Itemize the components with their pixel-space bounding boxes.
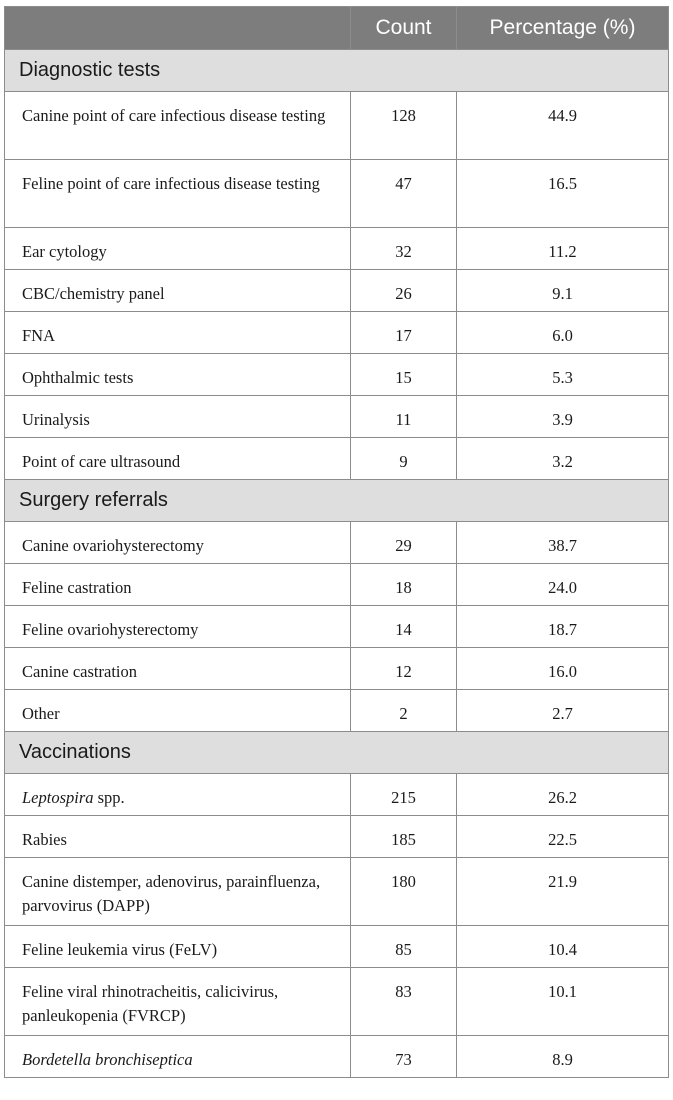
table-row bbox=[5, 774, 669, 816]
row-label: Feline ovariohysterectomy bbox=[5, 606, 351, 648]
row-count: 128 bbox=[351, 92, 457, 160]
table-row bbox=[5, 160, 669, 228]
row-label: Canine castration bbox=[5, 648, 351, 690]
row-count: 73 bbox=[351, 1036, 457, 1078]
row-count: 83 bbox=[351, 968, 457, 1036]
row-label: Point of care ultrasound bbox=[5, 438, 351, 480]
row-label: Ophthalmic tests bbox=[5, 354, 351, 396]
section-diagnostic-tests bbox=[5, 50, 669, 92]
row-count: 215 bbox=[351, 774, 457, 816]
row-percentage: 2.7 bbox=[457, 690, 669, 732]
table-row bbox=[5, 228, 669, 270]
table-row bbox=[5, 354, 669, 396]
header-percentage: Percentage (%) bbox=[457, 7, 669, 50]
row-percentage: 6.0 bbox=[457, 312, 669, 354]
row-percentage: 10.4 bbox=[457, 926, 669, 968]
table-row bbox=[5, 312, 669, 354]
section-vaccinations bbox=[5, 732, 669, 774]
row-count: 26 bbox=[351, 270, 457, 312]
section-surgery-referrals bbox=[5, 480, 669, 522]
row-percentage: 3.2 bbox=[457, 438, 669, 480]
row-count: 180 bbox=[351, 858, 457, 926]
row-percentage: 38.7 bbox=[457, 522, 669, 564]
header-blank-cell bbox=[5, 7, 351, 50]
row-label: Feline castration bbox=[5, 564, 351, 606]
row-label: Feline leukemia virus (FeLV) bbox=[5, 926, 351, 968]
row-label: Feline point of care infectious disease testing bbox=[5, 160, 351, 228]
row-label bbox=[5, 774, 351, 816]
row-percentage: 21.9 bbox=[457, 858, 669, 926]
header-count: Count bbox=[351, 7, 457, 50]
row-count: 14 bbox=[351, 606, 457, 648]
row-label: Canine point of care infectious disease testing bbox=[5, 92, 351, 160]
row-label-italic: Bordetella bronchiseptica bbox=[22, 1050, 193, 1069]
row-count: 15 bbox=[351, 354, 457, 396]
row-percentage: 10.1 bbox=[457, 968, 669, 1036]
row-count: 17 bbox=[351, 312, 457, 354]
row-label: CBC/chemistry panel bbox=[5, 270, 351, 312]
row-label bbox=[5, 1036, 351, 1078]
results-table bbox=[4, 6, 669, 1078]
section-title: Diagnostic tests bbox=[5, 50, 669, 92]
table-row bbox=[5, 438, 669, 480]
row-count: 32 bbox=[351, 228, 457, 270]
row-count: 29 bbox=[351, 522, 457, 564]
table-row bbox=[5, 816, 669, 858]
row-percentage: 11.2 bbox=[457, 228, 669, 270]
row-label: Rabies bbox=[5, 816, 351, 858]
row-count: 85 bbox=[351, 926, 457, 968]
section-title: Vaccinations bbox=[5, 732, 669, 774]
row-percentage: 44.9 bbox=[457, 92, 669, 160]
section-title: Surgery referrals bbox=[5, 480, 669, 522]
row-percentage: 24.0 bbox=[457, 564, 669, 606]
row-percentage: 5.3 bbox=[457, 354, 669, 396]
row-label: Feline viral rhinotracheitis, calicivirus, panleukopenia (FVRCP) bbox=[5, 968, 351, 1036]
row-percentage: 18.7 bbox=[457, 606, 669, 648]
table-row bbox=[5, 606, 669, 648]
row-label: Canine ovariohysterectomy bbox=[5, 522, 351, 564]
table-row bbox=[5, 1036, 669, 1078]
row-percentage: 22.5 bbox=[457, 816, 669, 858]
row-count: 12 bbox=[351, 648, 457, 690]
row-count: 11 bbox=[351, 396, 457, 438]
table-row bbox=[5, 92, 669, 160]
table-row bbox=[5, 522, 669, 564]
row-count: 2 bbox=[351, 690, 457, 732]
row-count: 47 bbox=[351, 160, 457, 228]
row-percentage: 3.9 bbox=[457, 396, 669, 438]
table-header-row bbox=[5, 7, 669, 50]
row-count: 9 bbox=[351, 438, 457, 480]
row-label-rest: spp. bbox=[93, 788, 125, 807]
row-label-italic: Leptospira bbox=[22, 788, 94, 807]
row-label: FNA bbox=[5, 312, 351, 354]
table-row bbox=[5, 270, 669, 312]
table-row bbox=[5, 396, 669, 438]
row-label: Urinalysis bbox=[5, 396, 351, 438]
row-percentage: 16.5 bbox=[457, 160, 669, 228]
row-percentage: 26.2 bbox=[457, 774, 669, 816]
row-count: 185 bbox=[351, 816, 457, 858]
row-label: Canine distemper, adenovirus, parainfluenza, parvovirus (DAPP) bbox=[5, 858, 351, 926]
row-count: 18 bbox=[351, 564, 457, 606]
table-row bbox=[5, 858, 669, 926]
row-label: Ear cytology bbox=[5, 228, 351, 270]
table-row bbox=[5, 968, 669, 1036]
row-label: Other bbox=[5, 690, 351, 732]
row-percentage: 8.9 bbox=[457, 1036, 669, 1078]
row-percentage: 9.1 bbox=[457, 270, 669, 312]
table-row bbox=[5, 690, 669, 732]
table-row bbox=[5, 926, 669, 968]
table-row bbox=[5, 564, 669, 606]
table-row bbox=[5, 648, 669, 690]
row-percentage: 16.0 bbox=[457, 648, 669, 690]
